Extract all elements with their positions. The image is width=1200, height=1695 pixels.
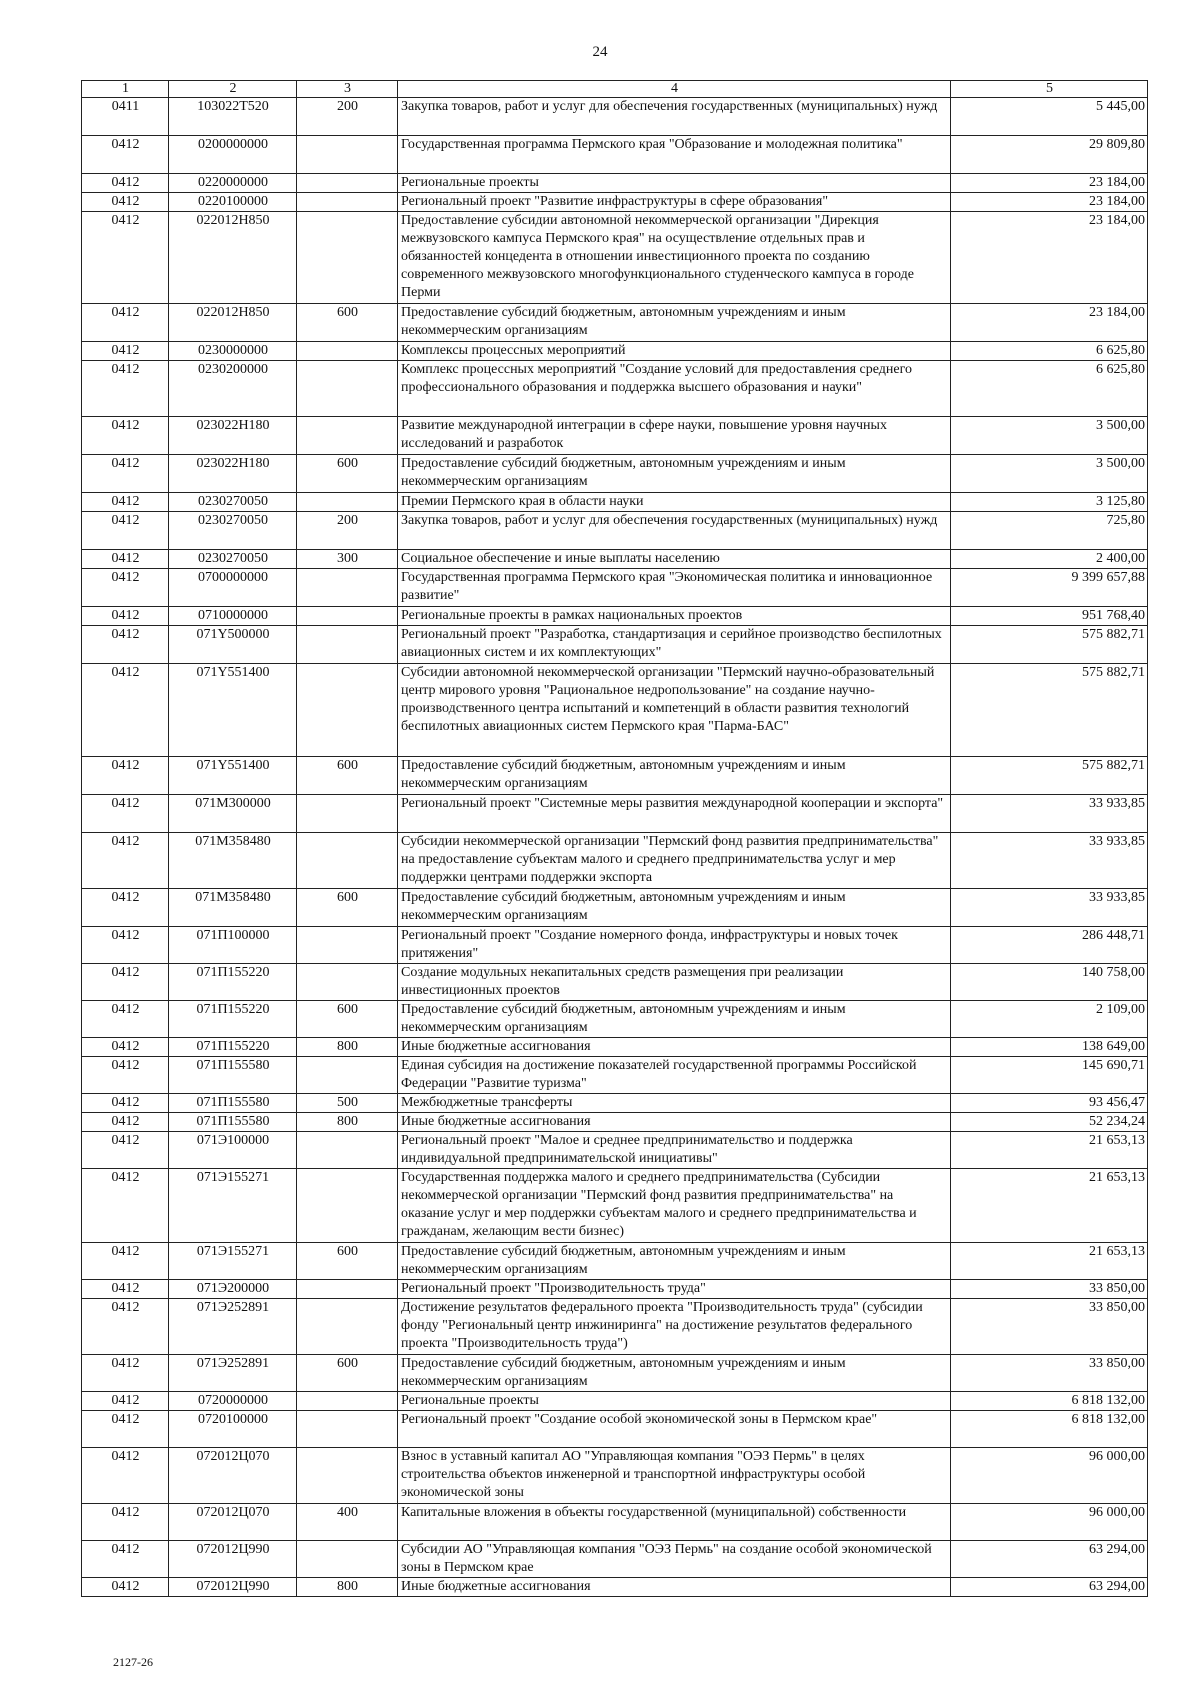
table-row <box>82 1132 1148 1169</box>
cell-target-article: 023022Н180 <box>169 417 297 455</box>
cell-section-code: 0412 <box>82 1169 169 1243</box>
cell-target-article: 0230270050 <box>169 493 297 512</box>
cell-target-article: 071Y500000 <box>169 626 297 664</box>
column-header-1: 1 <box>82 81 169 98</box>
cell-amount: 33 933,85 <box>951 889 1148 927</box>
cell-target-article: 071П155220 <box>169 1038 297 1057</box>
table-row <box>82 569 1148 607</box>
cell-section-code: 0412 <box>82 174 169 193</box>
cell-description: Субсидии АО "Управляющая компания "ОЭЗ Пермь" на создание особой экономической зоны в Пермском крае <box>398 1541 951 1578</box>
cell-expense-type: 600 <box>297 889 398 927</box>
cell-expense-type <box>297 417 398 455</box>
cell-description: Создание модульных некапитальных средств размещения при реализации инвестиционных проектов <box>398 964 951 1001</box>
cell-description: Социальное обеспечение и иные выплаты населению <box>398 550 951 569</box>
table-row <box>82 1113 1148 1132</box>
cell-description: Государственная поддержка малого и среднего предпринимательства (Субсидии некоммерческой организации "Пермский фонд развития предпринимательства" на оказание услуг и мер поддержки субъектам малого и среднего предпринимательства и гражданам, желающим вести бизнес) <box>398 1169 951 1243</box>
cell-target-article: 103022Т520 <box>169 98 297 136</box>
cell-amount: 23 184,00 <box>951 304 1148 342</box>
cell-description: Субсидии некоммерческой организации "Пермский фонд развития предпринимательства" на предоставление субъектам малого и среднего предпринимательства услуг и мер поддержки центрами поддержки экспорта <box>398 833 951 889</box>
cell-section-code: 0411 <box>82 98 169 136</box>
cell-description: Предоставление субсидий бюджетным, автономным учреждениям и иным некоммерческим организациям <box>398 757 951 795</box>
cell-description: Единая субсидия на достижение показателей государственной программы Российской Федерации "Развитие туризма" <box>398 1057 951 1094</box>
cell-expense-type <box>297 664 398 757</box>
table-row <box>82 1001 1148 1038</box>
cell-amount: 33 933,85 <box>951 833 1148 889</box>
column-header-5: 5 <box>951 81 1148 98</box>
cell-expense-type <box>297 493 398 512</box>
cell-target-article: 0700000000 <box>169 569 297 607</box>
cell-target-article: 071Э155271 <box>169 1169 297 1243</box>
cell-expense-type: 200 <box>297 98 398 136</box>
cell-amount: 3 500,00 <box>951 455 1148 493</box>
table-row <box>82 626 1148 664</box>
cell-expense-type: 800 <box>297 1038 398 1057</box>
cell-section-code: 0412 <box>82 417 169 455</box>
cell-amount: 33 850,00 <box>951 1299 1148 1355</box>
cell-section-code: 0412 <box>82 1001 169 1038</box>
cell-target-article: 0220100000 <box>169 193 297 212</box>
cell-target-article: 071Э252891 <box>169 1299 297 1355</box>
cell-description: Предоставление субсидий бюджетным, автономным учреждениям и иным некоммерческим организациям <box>398 1001 951 1038</box>
table-row <box>82 1280 1148 1299</box>
cell-amount: 138 649,00 <box>951 1038 1148 1057</box>
cell-description: Иные бюджетные ассигнования <box>398 1578 951 1597</box>
cell-expense-type: 300 <box>297 550 398 569</box>
cell-section-code: 0412 <box>82 833 169 889</box>
cell-description: Закупка товаров, работ и услуг для обеспечения государственных (муниципальных) нужд <box>398 512 951 550</box>
cell-expense-type <box>297 1057 398 1094</box>
cell-expense-type <box>297 964 398 1001</box>
table-row <box>82 1411 1148 1448</box>
cell-description: Региональный проект "Производительность труда" <box>398 1280 951 1299</box>
cell-description: Иные бюджетные ассигнования <box>398 1038 951 1057</box>
cell-expense-type <box>297 927 398 964</box>
budget-table <box>81 80 1148 1597</box>
cell-expense-type <box>297 1448 398 1504</box>
cell-section-code: 0412 <box>82 342 169 361</box>
cell-description: Межбюджетные трансферты <box>398 1094 951 1113</box>
cell-target-article: 071П155580 <box>169 1094 297 1113</box>
cell-amount: 21 653,13 <box>951 1132 1148 1169</box>
table-row <box>82 193 1148 212</box>
cell-expense-type: 600 <box>297 455 398 493</box>
cell-expense-type <box>297 1392 398 1411</box>
cell-expense-type <box>297 1132 398 1169</box>
cell-expense-type <box>297 193 398 212</box>
document-code: 2127-26 <box>113 1655 153 1669</box>
table-row <box>82 550 1148 569</box>
table-row <box>82 889 1148 927</box>
cell-target-article: 071Y551400 <box>169 757 297 795</box>
cell-amount: 63 294,00 <box>951 1541 1148 1578</box>
cell-section-code: 0412 <box>82 1280 169 1299</box>
cell-amount: 23 184,00 <box>951 193 1148 212</box>
cell-section-code: 0412 <box>82 1243 169 1280</box>
table-row <box>82 98 1148 136</box>
cell-target-article: 072012Ц990 <box>169 1541 297 1578</box>
table-row <box>82 174 1148 193</box>
cell-expense-type: 400 <box>297 1504 398 1541</box>
table-body <box>82 98 1148 1597</box>
column-header-2: 2 <box>169 81 297 98</box>
cell-target-article: 071П155220 <box>169 1001 297 1038</box>
cell-section-code: 0412 <box>82 1392 169 1411</box>
cell-amount: 6 625,80 <box>951 361 1148 417</box>
cell-amount: 93 456,47 <box>951 1094 1148 1113</box>
table-row <box>82 927 1148 964</box>
table-row <box>82 512 1148 550</box>
table-row <box>82 1038 1148 1057</box>
table-row <box>82 757 1148 795</box>
cell-amount: 2 109,00 <box>951 1001 1148 1038</box>
cell-target-article: 071Y551400 <box>169 664 297 757</box>
cell-section-code: 0412 <box>82 193 169 212</box>
cell-section-code: 0412 <box>82 1541 169 1578</box>
cell-amount: 145 690,71 <box>951 1057 1148 1094</box>
table-row <box>82 664 1148 757</box>
table-row <box>82 795 1148 833</box>
table-row <box>82 417 1148 455</box>
cell-expense-type <box>297 361 398 417</box>
cell-expense-type <box>297 1299 398 1355</box>
cell-section-code: 0412 <box>82 136 169 174</box>
cell-section-code: 0412 <box>82 1411 169 1448</box>
cell-amount: 29 809,80 <box>951 136 1148 174</box>
cell-amount: 3 125,80 <box>951 493 1148 512</box>
table-row <box>82 964 1148 1001</box>
cell-description: Предоставление субсидий бюджетным, автономным учреждениям и иным некоммерческим организациям <box>398 455 951 493</box>
cell-description: Предоставление субсидий бюджетным, автономным учреждениям и иным некоммерческим организациям <box>398 304 951 342</box>
cell-section-code: 0412 <box>82 757 169 795</box>
cell-expense-type: 600 <box>297 1001 398 1038</box>
table-header-row <box>82 81 1148 98</box>
cell-amount: 725,80 <box>951 512 1148 550</box>
cell-section-code: 0412 <box>82 1038 169 1057</box>
cell-target-article: 0200000000 <box>169 136 297 174</box>
page-number: 24 <box>592 44 608 60</box>
cell-expense-type <box>297 569 398 607</box>
cell-amount: 575 882,71 <box>951 664 1148 757</box>
cell-amount: 52 234,24 <box>951 1113 1148 1132</box>
cell-section-code: 0412 <box>82 927 169 964</box>
cell-section-code: 0412 <box>82 550 169 569</box>
cell-target-article: 071П155580 <box>169 1113 297 1132</box>
cell-description: Предоставление субсидии автономной некоммерческой организации "Дирекция межвузовского кампуса Пермского края" на осуществление отдельных прав и обязанностей концедента в отношении инвестиционного проекта по созданию современного межвузовского многофункционального студенческого кампуса в городе Перми <box>398 212 951 304</box>
cell-target-article: 0230270050 <box>169 550 297 569</box>
cell-expense-type: 600 <box>297 304 398 342</box>
table-row <box>82 1094 1148 1113</box>
table-row <box>82 304 1148 342</box>
cell-description: Взнос в уставный капитал АО "Управляющая компания "ОЭЗ Пермь" в целях строительства объектов инженерной и транспортной инфраструктуры особой экономической зоны <box>398 1448 951 1504</box>
cell-amount: 21 653,13 <box>951 1243 1148 1280</box>
cell-section-code: 0412 <box>82 664 169 757</box>
cell-expense-type <box>297 1411 398 1448</box>
cell-amount: 140 758,00 <box>951 964 1148 1001</box>
cell-expense-type: 800 <box>297 1113 398 1132</box>
cell-description: Развитие международной интеграции в сфере науки, повышение уровня научных исследований и разработок <box>398 417 951 455</box>
cell-description: Предоставление субсидий бюджетным, автономным учреждениям и иным некоммерческим организациям <box>398 889 951 927</box>
cell-amount: 286 448,71 <box>951 927 1148 964</box>
cell-description: Региональный проект "Развитие инфраструктуры в сфере образования" <box>398 193 951 212</box>
cell-expense-type: 500 <box>297 1094 398 1113</box>
cell-section-code: 0412 <box>82 455 169 493</box>
table-row <box>82 833 1148 889</box>
table-row <box>82 455 1148 493</box>
table-row <box>82 361 1148 417</box>
cell-amount: 9 399 657,88 <box>951 569 1148 607</box>
cell-section-code: 0412 <box>82 1355 169 1392</box>
cell-section-code: 0412 <box>82 1094 169 1113</box>
cell-expense-type <box>297 795 398 833</box>
table-row <box>82 212 1148 304</box>
cell-amount: 2 400,00 <box>951 550 1148 569</box>
cell-description: Региональные проекты <box>398 174 951 193</box>
table-row <box>82 1355 1148 1392</box>
cell-section-code: 0412 <box>82 1057 169 1094</box>
table-row <box>82 1057 1148 1094</box>
cell-target-article: 071Э200000 <box>169 1280 297 1299</box>
cell-expense-type <box>297 833 398 889</box>
cell-section-code: 0412 <box>82 1113 169 1132</box>
table-row <box>82 493 1148 512</box>
table-row <box>82 136 1148 174</box>
cell-expense-type: 600 <box>297 1355 398 1392</box>
cell-amount: 63 294,00 <box>951 1578 1148 1597</box>
cell-amount: 21 653,13 <box>951 1169 1148 1243</box>
cell-section-code: 0412 <box>82 361 169 417</box>
table-row <box>82 1392 1148 1411</box>
cell-section-code: 0412 <box>82 493 169 512</box>
cell-description: Капитальные вложения в объекты государственной (муниципальной) собственности <box>398 1504 951 1541</box>
cell-target-article: 0720000000 <box>169 1392 297 1411</box>
cell-description: Региональный проект "Системные меры развития международной кооперации и экспорта" <box>398 795 951 833</box>
cell-description: Региональный проект "Создание номерного фонда, инфраструктуры и новых точек притяжения" <box>398 927 951 964</box>
cell-section-code: 0412 <box>82 1299 169 1355</box>
cell-amount: 3 500,00 <box>951 417 1148 455</box>
cell-amount: 33 933,85 <box>951 795 1148 833</box>
cell-target-article: 071M358480 <box>169 833 297 889</box>
cell-description: Региональные проекты в рамках национальных проектов <box>398 607 951 626</box>
cell-expense-type: 800 <box>297 1578 398 1597</box>
cell-section-code: 0412 <box>82 304 169 342</box>
column-header-4: 4 <box>398 81 951 98</box>
cell-description: Иные бюджетные ассигнования <box>398 1113 951 1132</box>
cell-amount: 951 768,40 <box>951 607 1148 626</box>
cell-expense-type <box>297 607 398 626</box>
cell-target-article: 0230200000 <box>169 361 297 417</box>
cell-target-article: 072012Ц990 <box>169 1578 297 1597</box>
cell-target-article: 0230000000 <box>169 342 297 361</box>
table-row <box>82 1504 1148 1541</box>
cell-description: Достижение результатов федерального проекта "Производительность труда" (субсидии фонду "Региональный центр инжиниринга" на достижение результатов федерального проекта "Производительность труда") <box>398 1299 951 1355</box>
cell-section-code: 0412 <box>82 512 169 550</box>
table-row <box>82 607 1148 626</box>
cell-amount: 33 850,00 <box>951 1280 1148 1299</box>
cell-expense-type <box>297 1541 398 1578</box>
cell-description: Предоставление субсидий бюджетным, автономным учреждениям и иным некоммерческим организациям <box>398 1243 951 1280</box>
cell-description: Региональный проект "Создание особой экономической зоны в Пермском крае" <box>398 1411 951 1448</box>
cell-amount: 575 882,71 <box>951 626 1148 664</box>
cell-target-article: 071П100000 <box>169 927 297 964</box>
cell-amount: 96 000,00 <box>951 1448 1148 1504</box>
cell-section-code: 0412 <box>82 607 169 626</box>
cell-section-code: 0412 <box>82 795 169 833</box>
cell-amount: 6 625,80 <box>951 342 1148 361</box>
table-row <box>82 342 1148 361</box>
cell-target-article: 022012Н850 <box>169 212 297 304</box>
cell-section-code: 0412 <box>82 1132 169 1169</box>
cell-description: Предоставление субсидий бюджетным, автономным учреждениям и иным некоммерческим организациям <box>398 1355 951 1392</box>
cell-description: Премии Пермского края в области науки <box>398 493 951 512</box>
cell-target-article: 071Э252891 <box>169 1355 297 1392</box>
cell-target-article: 071M358480 <box>169 889 297 927</box>
cell-section-code: 0412 <box>82 964 169 1001</box>
cell-target-article: 071Э100000 <box>169 1132 297 1169</box>
cell-target-article: 071П155220 <box>169 964 297 1001</box>
cell-target-article: 071П155580 <box>169 1057 297 1094</box>
cell-expense-type <box>297 342 398 361</box>
cell-section-code: 0412 <box>82 1504 169 1541</box>
table-row <box>82 1541 1148 1578</box>
cell-description: Государственная программа Пермского края "Экономическая политика и инновационное развитие" <box>398 569 951 607</box>
cell-target-article: 0220000000 <box>169 174 297 193</box>
cell-target-article: 072012Ц070 <box>169 1504 297 1541</box>
cell-target-article: 0710000000 <box>169 607 297 626</box>
cell-target-article: 0720100000 <box>169 1411 297 1448</box>
cell-expense-type <box>297 174 398 193</box>
cell-description: Закупка товаров, работ и услуг для обеспечения государственных (муниципальных) нужд <box>398 98 951 136</box>
cell-amount: 5 445,00 <box>951 98 1148 136</box>
cell-target-article: 023022Н180 <box>169 455 297 493</box>
cell-section-code: 0412 <box>82 212 169 304</box>
cell-amount: 575 882,71 <box>951 757 1148 795</box>
cell-description: Региональный проект "Малое и среднее предпринимательство и поддержка индивидуальной предпринимательской инициативы" <box>398 1132 951 1169</box>
cell-expense-type: 200 <box>297 512 398 550</box>
cell-target-article: 022012Н850 <box>169 304 297 342</box>
cell-target-article: 071Э155271 <box>169 1243 297 1280</box>
cell-target-article: 071M300000 <box>169 795 297 833</box>
cell-amount: 23 184,00 <box>951 212 1148 304</box>
cell-target-article: 072012Ц070 <box>169 1448 297 1504</box>
table-row <box>82 1448 1148 1504</box>
cell-expense-type <box>297 1169 398 1243</box>
cell-amount: 6 818 132,00 <box>951 1392 1148 1411</box>
cell-amount: 23 184,00 <box>951 174 1148 193</box>
column-header-3: 3 <box>297 81 398 98</box>
table-row <box>82 1243 1148 1280</box>
cell-section-code: 0412 <box>82 626 169 664</box>
table-row <box>82 1299 1148 1355</box>
cell-description: Региональные проекты <box>398 1392 951 1411</box>
cell-description: Комплексы процессных мероприятий <box>398 342 951 361</box>
cell-description: Государственная программа Пермского края "Образование и молодежная политика" <box>398 136 951 174</box>
cell-expense-type: 600 <box>297 1243 398 1280</box>
cell-section-code: 0412 <box>82 569 169 607</box>
cell-expense-type <box>297 1280 398 1299</box>
cell-section-code: 0412 <box>82 889 169 927</box>
cell-description: Региональный проект "Разработка, стандартизация и серийное производство беспилотных авиационных систем и их комплектующих" <box>398 626 951 664</box>
cell-description: Комплекс процессных мероприятий "Создание условий для предоставления среднего профессионального образования и поддержка высшего образования и науки" <box>398 361 951 417</box>
table-row <box>82 1169 1148 1243</box>
cell-section-code: 0412 <box>82 1448 169 1504</box>
cell-section-code: 0412 <box>82 1578 169 1597</box>
cell-description: Субсидии автономной некоммерческой организации "Пермский научно-образовательный центр мирового уровня "Рациональное недропользование" на создание научно-производственного центра испытаний и компетенций в области развития технологий беспилотных авиационных систем Пермского края "Парма-БАС" <box>398 664 951 757</box>
cell-amount: 33 850,00 <box>951 1355 1148 1392</box>
table-row <box>82 1578 1148 1597</box>
cell-expense-type <box>297 136 398 174</box>
cell-expense-type <box>297 212 398 304</box>
cell-amount: 6 818 132,00 <box>951 1411 1148 1448</box>
cell-amount: 96 000,00 <box>951 1504 1148 1541</box>
cell-expense-type <box>297 626 398 664</box>
cell-expense-type: 600 <box>297 757 398 795</box>
cell-target-article: 0230270050 <box>169 512 297 550</box>
